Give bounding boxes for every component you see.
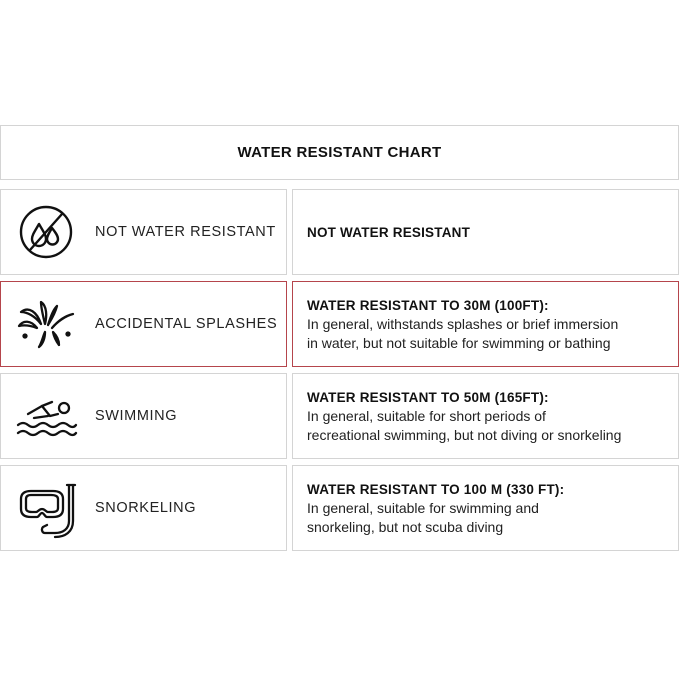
chart-title: WATER RESISTANT CHART (237, 144, 442, 161)
row-snorkeling-label-box (0, 465, 287, 551)
row-description-line: recreational swimming, but not diving or snorkeling (307, 426, 622, 443)
row-swimming-desc-box (292, 373, 679, 459)
row-label: NOT WATER RESISTANT (95, 224, 276, 240)
row-label: SNORKELING (95, 500, 197, 516)
row-label: ACCIDENTAL SPLASHES (95, 316, 278, 332)
row-description-line: In general, suitable for short periods of (307, 407, 546, 424)
swimmer-icon (13, 383, 79, 449)
row-swimming-label-box (0, 373, 287, 459)
row-description-line: In general, suitable for swimming and (307, 499, 539, 516)
row-snorkeling-desc-box (292, 465, 679, 551)
snorkel-mask-icon (13, 475, 79, 541)
row-description-line: In general, withstands splashes or brief immersion (307, 315, 619, 332)
row-accidental-splashes-desc-box (292, 281, 679, 367)
row-label: SWIMMING (95, 408, 178, 424)
no-water-drop-icon (13, 199, 79, 265)
row-heading: NOT WATER RESISTANT (307, 224, 471, 240)
row-accidental-splashes-label-box (0, 281, 287, 367)
row-not-water-resistant-desc-box (292, 189, 679, 275)
row-heading: WATER RESISTANT TO 100 M (330 FT): (307, 481, 565, 497)
row-description-line: in water, but not suitable for swimming or bathing (307, 334, 611, 351)
row-not-water-resistant-label-box (0, 189, 287, 275)
row-description-line: snorkeling, but not scuba diving (307, 518, 504, 535)
chart-title-box (0, 125, 679, 180)
splash-icon (13, 291, 79, 357)
row-heading: WATER RESISTANT TO 50M (165FT): (307, 389, 549, 405)
row-heading: WATER RESISTANT TO 30M (100FT): (307, 297, 549, 313)
